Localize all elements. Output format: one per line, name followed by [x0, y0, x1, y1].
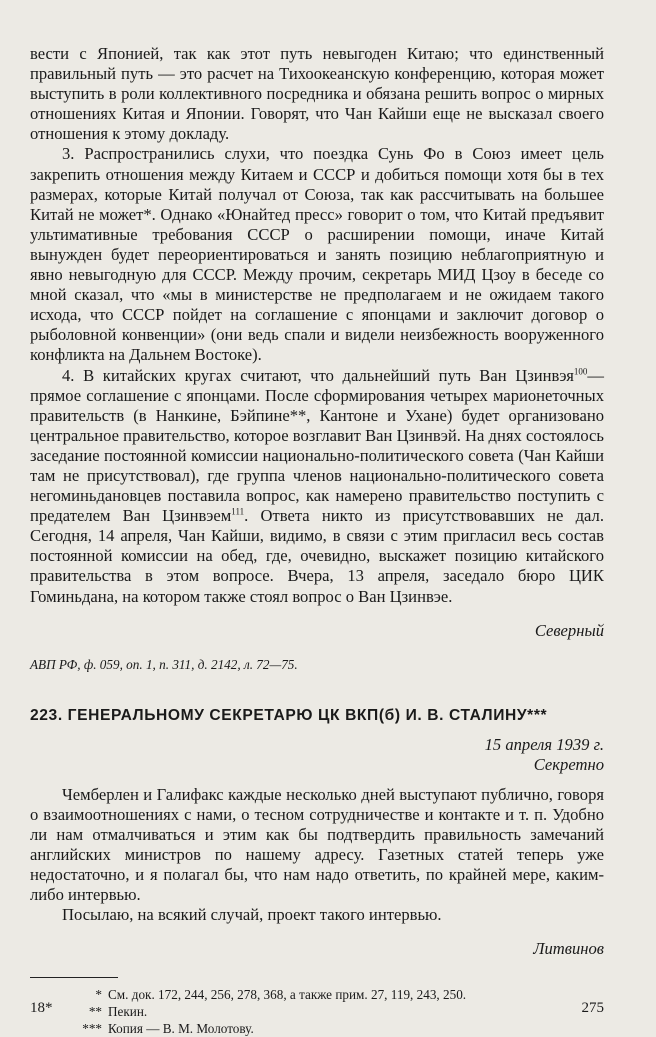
footnote-divider: [30, 977, 118, 978]
archive-reference: АВП РФ, ф. 059, оп. 1, п. 311, д. 2142, л. 72—75.: [30, 656, 298, 672]
page-number: 275: [581, 1000, 604, 1016]
footnote-mark: *: [95, 987, 102, 1003]
footnote-text: Пекин.: [108, 1004, 148, 1020]
paragraph-continued: вести с Японией, так как этот путь невыгоден Китаю; что единственный правильный путь — это расчет на Тихоокеанскую конференцию, которая может выступить в роли коллективного посредника и обязана решить вопрос о мирных отношениях Китая и Японии. Говорят, что Чан Кайши еще не высказал своего отношения к этому докладу.: [30, 44, 604, 144]
document-heading: 223. ГЕНЕРАЛЬНОМУ СЕКРЕТАРЮ ЦК ВКП(б) И. В. СТАЛИНУ***: [30, 706, 548, 724]
footnote: [74, 1020, 604, 1037]
signature-severny: Северный: [534, 620, 604, 640]
footnote-text: См. док. 172, 244, 256, 278, 368, а также прим. 27, 119, 243, 250.: [108, 987, 467, 1003]
footnote-text: Копия — В. М. Молотову.: [108, 1021, 254, 1037]
footnote: [74, 1003, 604, 1020]
footnote-ref-111: 111: [231, 506, 245, 517]
p4-text-start: 4. В китайских кругах считают, что дальнейший путь Ван Цзинвэя: [62, 365, 574, 385]
report-body: [30, 44, 604, 607]
letter-body: [30, 785, 604, 926]
letter-paragraph-2: Посылаю, на всякий случай, проект такого интервью.: [62, 905, 442, 925]
paragraph-3: 3. Распространились слухи, что поездка Сунь Фо в Союз имеет цель закрепить отношения между Китаем и СССР и добиться помощи хотя бы в тех размерах, которые Китай получал от Союза, так как рассчитывать на большее Китай не может*. Однако «Юнайтед пресс» говорит о том, что Китай предъявит ультимативные требования СССР о расширении помощи, иначе Китай вынужден будет переориентироваться и занять позицию неблагоприятную и явно невыгодную для СССР. Между прочим, секретарь МИД Цзоу в беседе со мной сказал, что «мы в министерстве не предполагаем и не ожидаем такого исхода, что СССР пойдет на соглашение с японцами и заключит договор о рыболовной конвенции» (они ведь спали и видели неизбежность вооруженного конфликта на Дальнем Востоке).: [30, 144, 604, 365]
signature-litvinov: Литвинов: [533, 939, 604, 959]
footnote-mark: **: [88, 1004, 102, 1020]
p4-text-middle: — прямое соглашение с японцами. После сформирования четырех марионеточных правительств (в Нанкине, Бэйпине**, Кантоне и Ухане) будет организовано центральное правительство, которое возглавит Ван Цзинвэй. На днях состоялось заседание постоянной комиссии национально-политического совета (Чан Кайши там не присутствовал), где группа членов национально-политического совета негоминьдановцев поставила вопрос, как намерено правительство поступить с предателем Ван Цзинвэем: [30, 365, 604, 526]
footnote: [74, 986, 604, 1003]
footnotes: [30, 986, 604, 1037]
signature-sheet-mark: 18*: [30, 1000, 53, 1016]
classification-label: Секретно: [533, 754, 604, 774]
p4-text-end: . Ответа никто из присутствовавших не дал. Сегодня, 14 апреля, Чан Кайши, видимо, в связи с этим пригласил весь состав постоянной комиссии на обед, где, очевидно, выскажет позицию китайского правительства в этом вопросе. Вчера, 13 апреля, заседало бюро ЦИК Гоминьдана, на котором также стоял вопрос о Ван Цзинвэе.: [30, 506, 604, 606]
document-date: 15 апреля 1939 г.: [484, 734, 604, 754]
footnote-ref-100: 100: [573, 365, 588, 376]
footnote-mark: ***: [82, 1021, 102, 1037]
paragraph-4: [30, 366, 604, 607]
letter-paragraph-1: Чемберлен и Галифакс каждые несколько дней выступают публично, говоря о взаимоотношениях с нами, о тесном сотрудничестве и контакте и т. п. Удобно ли нам отмалчиваться и этим как бы подтвердить правильность замечаний английских министров по нашему адресу. Газетных статей теперь уже недостаточно, и я полагал бы, что нам надо ответить, по крайней мере, каким-либо интервью.: [30, 784, 604, 905]
